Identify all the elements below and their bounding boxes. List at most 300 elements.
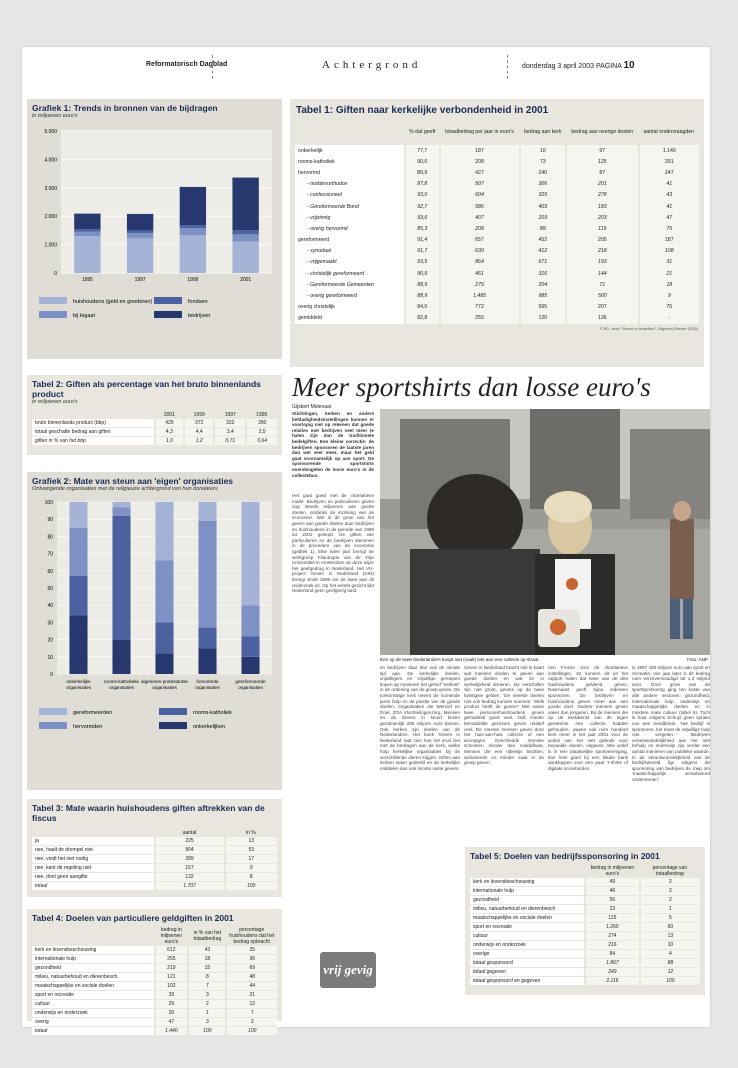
- cell-value: 630: [440, 246, 520, 257]
- bar-segment: [112, 640, 130, 674]
- y-tick-label: 0: [50, 672, 53, 678]
- cell-value: 278: [566, 190, 638, 201]
- tabel-5-column-header: [470, 864, 585, 878]
- legend-swatch: [39, 311, 67, 318]
- row-label: gezondheid: [32, 964, 155, 973]
- cell-value: 93,0: [405, 190, 440, 201]
- legend-label: hervormden: [73, 724, 103, 730]
- cell-value: 1.707: [155, 882, 225, 891]
- cell-value: 275: [440, 279, 520, 290]
- table-row: [295, 223, 699, 234]
- row-label: kerk en levensbeschouwing: [32, 946, 155, 955]
- x-tick-label: [195, 679, 220, 690]
- y-tick-label: 3.000: [44, 185, 57, 192]
- cell-value: 60: [640, 923, 700, 932]
- cell-value: 3: [188, 991, 226, 1000]
- cell-value: 2: [226, 1018, 277, 1027]
- bar-segment: [155, 560, 173, 622]
- cell-value: 87,8: [405, 179, 440, 190]
- table-row: [470, 887, 700, 896]
- bar-segment: [232, 241, 258, 273]
- grafiek-2-chart: [27, 494, 282, 790]
- tabel-4-column-header: bedrag in miljoenen euro's: [160, 927, 183, 945]
- cell-value: 193: [566, 257, 638, 268]
- tabel-4-column-header: [32, 926, 155, 946]
- row-label: ja: [32, 837, 155, 846]
- table-row: [32, 955, 277, 964]
- table-row: [470, 914, 700, 923]
- table-row: [32, 864, 277, 873]
- tabel-1-column-header: % dat geeft: [409, 129, 436, 135]
- cell-value: 1,2: [184, 437, 214, 446]
- bar-segment: [241, 502, 259, 605]
- cell-value: 240: [520, 167, 567, 178]
- x-tick-label: 1997: [134, 277, 146, 283]
- cell-value: 17: [225, 855, 277, 864]
- tabel-5-title: Tabel 5: Doelen van bedrijfssponsoring in 2001: [470, 851, 660, 861]
- x-tick-label-line: rooms-katholieke: [104, 679, 139, 684]
- date-text: donderdag 3 april 2003: [522, 63, 595, 70]
- row-label: - overig hervormd: [295, 223, 405, 234]
- article-column-5: [632, 665, 710, 843]
- cell-value: 3: [188, 1018, 226, 1027]
- table-row: [295, 290, 699, 301]
- cell-value: 1.260: [585, 923, 640, 932]
- cell-value: 7: [226, 1009, 277, 1018]
- cell-value: 291: [639, 156, 699, 167]
- grafiek-2-title: Grafiek 2: Mate van steun aan 'eigen' organisaties: [32, 476, 234, 486]
- row-label: onderwijs en onderzoek: [470, 941, 585, 950]
- bar-segment: [198, 521, 216, 628]
- column-1-text: Het gaat goed met de charitatieve markt. Bedrijven en particulieren geven nog steeds miljoenen aan goede doelen, ondanks de inzinking van de economie. Wel is de groei van het geven aan goede doelen door bedrijven en huishoudens in de periode van 1999 tot 2001 gestopt. De giften van particulieren en de bedrijven stemmen in de procedure van de economie (grafiek 1). Elke twee jaar brengt de werkgroep Filantropie van de Vrije Universiteit in Amsterdam op deze wijze het geefgedrag in Nederland. Het VU-project Geven in Nederland (GIN) brengt sinds 1995 om de twee jaar dit onderzoek uit. Op het eerste gezicht lijkt Nederland geen geefgierig land.: [292, 493, 374, 594]
- cell-value: 13: [225, 837, 277, 846]
- tabel-5-table: [470, 864, 700, 986]
- y-tick-label: 0: [54, 271, 57, 277]
- cell-value: 1.485: [440, 290, 520, 301]
- cell-value: 2: [640, 887, 700, 896]
- cell-value: 56: [585, 896, 640, 905]
- cell-value: 372: [184, 419, 214, 428]
- cell-value: 43: [188, 946, 226, 955]
- cell-value: 8: [225, 873, 277, 882]
- cell-value: 49: [585, 878, 640, 887]
- bar-segment: [180, 187, 206, 225]
- column-3-text: Geven in Nederland bracht ook in kaart wat mensen doelen te geven aan goede doelen en wat ze in werkelijkheid doneren. De verschillen zijn niet groot, gevers op de twee twintigste gelden: 'De meeste doelen niet ook bedrag kunnen noemen.' Welk product heeft de geven? Met name twee personenhuishoudens geven gemiddeld goed veel. Ook minder bemiddelde gezinnen geven relatief veel. De meeste mensen geven door het huis-aan-huis collecte of een acceptgiro. Geschiedde mensen schenken minder dan middelbare. Mensen die een rijbewijs bezitten, welvarende en minder vaak in de groep geven.: [464, 665, 544, 766]
- cell-value: 84: [585, 950, 640, 959]
- row-label: totaal gesponsord: [470, 959, 585, 968]
- cell-value: 91,4: [405, 235, 440, 246]
- bar-segment: [232, 234, 258, 241]
- cell-value: 75: [639, 223, 699, 234]
- table-row: [470, 878, 700, 887]
- grafiek-1-title: Grafiek 1: Trends in bronnen van de bijdragen: [32, 103, 218, 113]
- cell-value: 565: [520, 302, 567, 313]
- cell-value: 90,5: [405, 268, 440, 279]
- cell-value: 507: [440, 179, 520, 190]
- x-tick-label-line: organisaties: [109, 685, 134, 690]
- table-row: [470, 968, 700, 977]
- row-label: sport en recreatie: [470, 923, 585, 932]
- table-row: [32, 855, 277, 864]
- tabel-2-column-header: 1995: [256, 412, 268, 418]
- cell-value: -: [639, 313, 699, 324]
- cell-value: 136: [566, 313, 638, 324]
- cell-value: 274: [585, 932, 640, 941]
- cell-value: 85,3: [405, 223, 440, 234]
- x-tick-label-line: organisaties: [66, 685, 91, 690]
- caption-text: Een op de twee Nederlanders koopt niet (vaak) iets aan een collecte op straat.: [380, 657, 540, 662]
- cell-value: 43: [639, 190, 699, 201]
- cell-value: 407: [440, 212, 520, 223]
- cell-value: 325: [520, 190, 567, 201]
- cell-value: 120: [520, 313, 567, 324]
- table-row: [32, 1018, 277, 1027]
- cell-value: 15: [188, 964, 226, 973]
- bar-segment: [69, 502, 87, 528]
- y-tick-label: 4.000: [44, 157, 57, 164]
- y-tick-label: 90: [47, 517, 53, 524]
- cell-value: 280: [246, 419, 277, 428]
- x-tick-label: 1999: [187, 277, 199, 283]
- table-row: [295, 212, 699, 223]
- cell-value: 90,0: [405, 156, 440, 167]
- cell-value: 208: [440, 156, 520, 167]
- cell-value: 89,9: [405, 167, 440, 178]
- table-row: [470, 941, 700, 950]
- cell-value: 255: [155, 955, 189, 964]
- table-row: [295, 313, 699, 324]
- table-row: [295, 246, 699, 257]
- cell-value: 322: [214, 419, 246, 428]
- row-label: - christelijk gereformeerd: [295, 268, 405, 279]
- row-label: rooms-katholiek: [295, 156, 405, 167]
- row-label: kerk en levensbeschouwing: [470, 878, 585, 887]
- legend-label: onkerkelijken: [193, 724, 226, 730]
- cell-value: 3,4: [214, 428, 246, 437]
- cell-value: 44: [226, 982, 277, 991]
- tabel-5-column-header: bedrag in miljoenen euro's: [590, 865, 635, 877]
- bar-segment: [112, 507, 130, 516]
- tabel-2-header-row: [32, 411, 277, 419]
- cell-value: 10: [520, 145, 567, 156]
- cell-value: 77,7: [405, 145, 440, 156]
- bar-segment: [74, 236, 100, 273]
- table-row: [470, 959, 700, 968]
- cell-value: 612: [155, 946, 189, 955]
- tabel-1-table: [295, 119, 699, 324]
- cell-value: 93,5: [405, 257, 440, 268]
- cell-value: 87: [566, 167, 638, 178]
- table-row: [295, 167, 699, 178]
- cell-value: 671: [520, 257, 567, 268]
- table-row: [470, 905, 700, 914]
- row-label: totaal gegeven: [470, 968, 585, 977]
- row-label: nee, kent de regeling niet: [32, 864, 155, 873]
- cell-value: 73: [520, 156, 567, 167]
- row-label: onderwijs en onderzoek: [32, 1009, 155, 1018]
- table-row: [295, 279, 699, 290]
- cell-value: 247: [639, 167, 699, 178]
- cell-value: 92,7: [405, 201, 440, 212]
- tabel-1-column-header: bedrag aan overige doelen: [571, 129, 634, 135]
- cell-value: 125: [566, 156, 638, 167]
- cell-value: 586: [440, 201, 520, 212]
- y-tick-label: 80: [47, 534, 53, 541]
- cell-value: 21: [639, 268, 699, 279]
- cell-value: 46: [585, 887, 640, 896]
- tabel-4-column-header: percentage huishoudens dat het bedrag opbracht: [229, 927, 275, 945]
- tabel-1-header-row: [295, 119, 699, 145]
- cell-value: 187: [639, 235, 699, 246]
- row-label: nee, haalt de drempel niet: [32, 846, 155, 855]
- cell-value: 18: [188, 955, 226, 964]
- cell-value: 219: [155, 964, 189, 973]
- row-label: milieu, natuurbehoud en dierenbesch.: [32, 973, 155, 982]
- tabel-2-subtitle: in miljoenen euro's: [32, 399, 78, 405]
- bar-segment: [112, 516, 130, 640]
- row-label: nee, vindt het niet nodig: [32, 855, 155, 864]
- y-tick-label: 70: [47, 551, 53, 558]
- row-label: - confessioneel: [295, 190, 405, 201]
- table-row: [32, 837, 277, 846]
- tabel-3-title: Tabel 3: Mate waarin huishoudens giften aftrekken van de fiscus: [32, 803, 265, 823]
- column-2-text: en bedrijven daar dan ook de minste tijd aan. De kerkelijke doelen, vrijwilligers en vrijwillige geroepen kopen op manieren het geloof "verliest" in de ordening van de groep geven. De toekomstige kerk neemt de komende jaren hulp en de positie van de goede doelen. Organisaties die Wenzel en Doel, ZOA Vluchtelingenzorg, Mensen en de Dieren in Nood kozen gezamenlijk 205 miljoen euro binnen. Ook kerken zijn doelen van de Nederlanders. Het boek 'Geven in Nederland' laat zien hoe het eruit ziet met de bedragen aan de kerk, welke hulp kerkelijke organisaties bij de verschillende dieren krijgen. Giften aan kerken staan gedeeld en de kerkelijke middelen dan ook minste vaste gevers.: [380, 665, 460, 771]
- y-tick-label: 2.000: [44, 214, 57, 221]
- tabel-2-table: [32, 411, 277, 446]
- article-lead: [292, 411, 374, 491]
- cell-value: 2: [640, 878, 700, 887]
- row-label: - Gereformeerde Bond: [295, 201, 405, 212]
- cell-value: 115: [585, 914, 640, 923]
- cell-value: 187: [440, 145, 520, 156]
- table-row: [32, 882, 277, 891]
- tabel-3-column-header: in %: [245, 830, 256, 836]
- y-tick-label: 40: [47, 603, 53, 610]
- bar-segment: [74, 232, 100, 237]
- bar-segment: [74, 214, 100, 230]
- row-label: onkerkelijk: [295, 145, 405, 156]
- cell-value: 132: [155, 873, 225, 882]
- row-label: - vrijzinnig: [295, 212, 405, 223]
- x-tick-label-line: onkerkelijke: [66, 679, 91, 684]
- legend-swatch: [159, 708, 187, 715]
- article-photo: [380, 409, 710, 655]
- cell-value: 48: [226, 973, 277, 982]
- x-tick-label: [235, 679, 266, 690]
- cell-value: 5: [640, 914, 700, 923]
- cell-value: 500: [566, 290, 638, 301]
- bar-segment: [155, 653, 173, 674]
- tabel-3-column-header: [32, 829, 155, 837]
- cell-value: 25: [226, 946, 277, 955]
- tabel-1-column-header: [295, 119, 405, 145]
- cell-value: 88,9: [405, 290, 440, 301]
- bar-segment: [112, 502, 130, 507]
- cell-value: 88,9: [405, 279, 440, 290]
- cell-value: 47: [639, 212, 699, 223]
- cell-value: 0,64: [246, 437, 277, 446]
- table-row: [295, 302, 699, 313]
- row-label: hervormd: [295, 167, 405, 178]
- row-label: totaal geschatte bedrag aan giften: [32, 428, 155, 437]
- cell-value: 8: [188, 973, 226, 982]
- x-tick-label: 2001: [240, 277, 252, 283]
- column-5-text: in 1997 180 miljoen euro aan sport en recreatie, vier jaar later is dit bedrag ruim verzevenvoudigd tot 1,3 miljard euro. Door groei van de sportsponsoring ging ten koste van alle andere sectoren: gezondheid, internationale hulp, onderwijs en maatschappelijke doelen en in mindere mate cultuur (tabel 5). Toch is haar volgens Schuyt geen sprake van een trendbreuk. 'Het bedrijf is sponsoren, het moet de vrijwillige hulp niet vergeten.' Bedrijven verantwoordelijkheid aan het niet behulp en onderwijs zijn verder een aantal manieren van publieke waarde. In de verantwoordelijkheid van de bedrijfswereld ligt volgens de sponsoring van bedrijven de roep om 'maatschappelijk verantwoord ondernemen'.: [632, 665, 710, 782]
- row-label: milieu, natuurbehoud en dierenbesch: [470, 905, 585, 914]
- cell-value: 20: [155, 1009, 189, 1018]
- cell-value: 452: [520, 235, 567, 246]
- cell-value: 39: [155, 991, 189, 1000]
- table-row: [470, 932, 700, 941]
- cell-value: 84,0: [405, 302, 440, 313]
- legend-label: rooms-katholiek: [193, 710, 232, 716]
- tabel-5: [465, 847, 705, 995]
- cell-value: 18: [639, 279, 699, 290]
- y-tick-label: 100: [44, 500, 53, 506]
- row-label: internationale hulp: [32, 955, 155, 964]
- tabel-2-title: Tabel 2: Giften als percentage van het bruto binnenlands product: [32, 379, 261, 399]
- cell-value: 208: [440, 223, 520, 234]
- cell-value: 207: [566, 302, 638, 313]
- cell-value: 69: [226, 964, 277, 973]
- tabel-1-column-header: bedrag aan kerk: [524, 129, 562, 135]
- bar-segment: [74, 229, 100, 231]
- bar-segment: [127, 233, 153, 238]
- cell-value: 1: [640, 905, 700, 914]
- y-tick-label: 1.000: [44, 242, 57, 249]
- cell-value: 904: [155, 846, 225, 855]
- lead-text: Stichtingen, kerken en andere liefdadigheidsinstellingen kunnen er voorlopig niet op rekenen dat goede relaties met bedrijven veel meer te halen zijn dan de traditionele bedelgiften. Een kleine correctie: de bedrijven sponsoren de laatste jaren dan wel veel meer, maar het geld gaat voornamelijk op aan sport. De sponsorende sportshirts overvleugelen de losse euro's in de collectebus.: [292, 411, 374, 478]
- cell-value: 102: [155, 982, 189, 991]
- cell-value: 205: [566, 235, 638, 246]
- cell-value: 429: [155, 419, 185, 428]
- x-tick-label-line: organisaties: [152, 685, 177, 690]
- tabel-4: [27, 909, 282, 1034]
- bar-segment: [198, 502, 216, 521]
- y-tick-label: 10: [47, 654, 53, 661]
- bar-segment: [180, 235, 206, 273]
- row-label: - middenorthodox: [295, 179, 405, 190]
- cell-value: 157: [155, 864, 225, 873]
- table-row: [32, 946, 277, 955]
- x-tick-label: [141, 679, 188, 690]
- cell-value: 218: [566, 246, 638, 257]
- cell-value: 36: [226, 955, 277, 964]
- article-byline: Gijsbert Molenaar: [292, 404, 332, 410]
- table-row: [32, 1000, 277, 1009]
- table-row: [470, 923, 700, 932]
- legend-label: fondsen: [188, 299, 208, 305]
- cell-value: 203: [566, 212, 638, 223]
- table-row: [32, 982, 277, 991]
- table-row: [32, 1027, 277, 1036]
- cell-value: 97: [566, 145, 638, 156]
- legend-swatch: [39, 297, 67, 304]
- cell-value: 4,3: [155, 428, 185, 437]
- cell-value: 144: [566, 268, 638, 279]
- tabel-3-header-row: [32, 829, 277, 837]
- cell-value: 204: [520, 279, 567, 290]
- tabel-4-header-row: [32, 926, 277, 946]
- table-row: [32, 846, 277, 855]
- row-label: cultuur: [470, 932, 585, 941]
- cell-value: 29: [155, 1000, 189, 1009]
- article-column-4: [548, 665, 628, 843]
- row-label: overig: [32, 1018, 155, 1027]
- cell-value: 121: [155, 973, 189, 982]
- row-label: totaal gesponsord en gegeven: [470, 977, 585, 986]
- row-label: - overig gereformeerd: [295, 290, 405, 301]
- row-label: totaal: [32, 882, 155, 891]
- tabel-5-header-row: [470, 864, 700, 878]
- table-row: [295, 156, 699, 167]
- grafiek-2: [27, 472, 282, 790]
- bar-segment: [127, 230, 153, 233]
- legend-swatch: [39, 722, 67, 729]
- tabel-4-column-header: in % van het totaalbedrag: [193, 930, 222, 942]
- cell-value: 461: [440, 268, 520, 279]
- cell-value: 316: [520, 268, 567, 279]
- row-label: - vrijgemaakt: [295, 257, 405, 268]
- cell-value: 985: [520, 290, 567, 301]
- legend-swatch: [154, 297, 182, 304]
- tabel-2-column-header: 1999: [193, 412, 205, 418]
- tabel-5-column-header: percentage van totaalbedrag: [652, 865, 688, 877]
- y-tick-label: 20: [47, 637, 53, 644]
- grafiek-1: [27, 99, 282, 359]
- cell-value: 9: [225, 864, 277, 873]
- cell-value: 1,0: [155, 437, 185, 446]
- cell-value: 289: [155, 855, 225, 864]
- cell-value: 225: [155, 837, 225, 846]
- cell-value: 21: [226, 991, 277, 1000]
- y-tick-label: 5.000: [44, 129, 57, 135]
- cell-value: 306: [520, 179, 567, 190]
- cell-value: 23: [585, 905, 640, 914]
- cell-value: 1.140: [639, 145, 699, 156]
- tabel-2-column-header: 2001: [163, 412, 175, 418]
- y-tick-label: 50: [47, 586, 53, 592]
- cell-value: 9: [639, 290, 699, 301]
- article-column-2: [380, 665, 460, 995]
- cell-value: 183: [566, 201, 638, 212]
- cell-value: 1: [188, 1009, 226, 1018]
- cell-value: 53: [225, 846, 277, 855]
- legend-label: huishoudens (geld en goederen): [73, 299, 153, 305]
- bar-segment: [127, 238, 153, 273]
- bar-segment: [241, 605, 259, 636]
- row-label: gemiddeld: [295, 313, 405, 324]
- table-row: [295, 268, 699, 279]
- tabel-1-title: Tabel 1: Giften naar kerkelijke verbondenheid in 2001: [296, 105, 549, 116]
- table-row: [295, 145, 699, 156]
- cell-value: 10: [640, 941, 700, 950]
- cell-value: 427: [440, 167, 520, 178]
- header-date: [522, 60, 635, 71]
- cell-value: 100: [225, 882, 277, 891]
- cell-value: 71: [566, 279, 638, 290]
- table-row: [470, 950, 700, 959]
- table-row: [32, 964, 277, 973]
- cell-value: 47: [155, 1018, 189, 1027]
- grafiek-1-subtitle: in miljoenen euro's: [32, 113, 78, 119]
- row-label: overig christelijk: [295, 302, 405, 313]
- page-label: PAGINA: [595, 63, 622, 70]
- cell-value: 412: [520, 246, 567, 257]
- row-label: - synodaal: [295, 246, 405, 257]
- row-label: totaal: [32, 1027, 155, 1036]
- cell-value: 108: [639, 246, 699, 257]
